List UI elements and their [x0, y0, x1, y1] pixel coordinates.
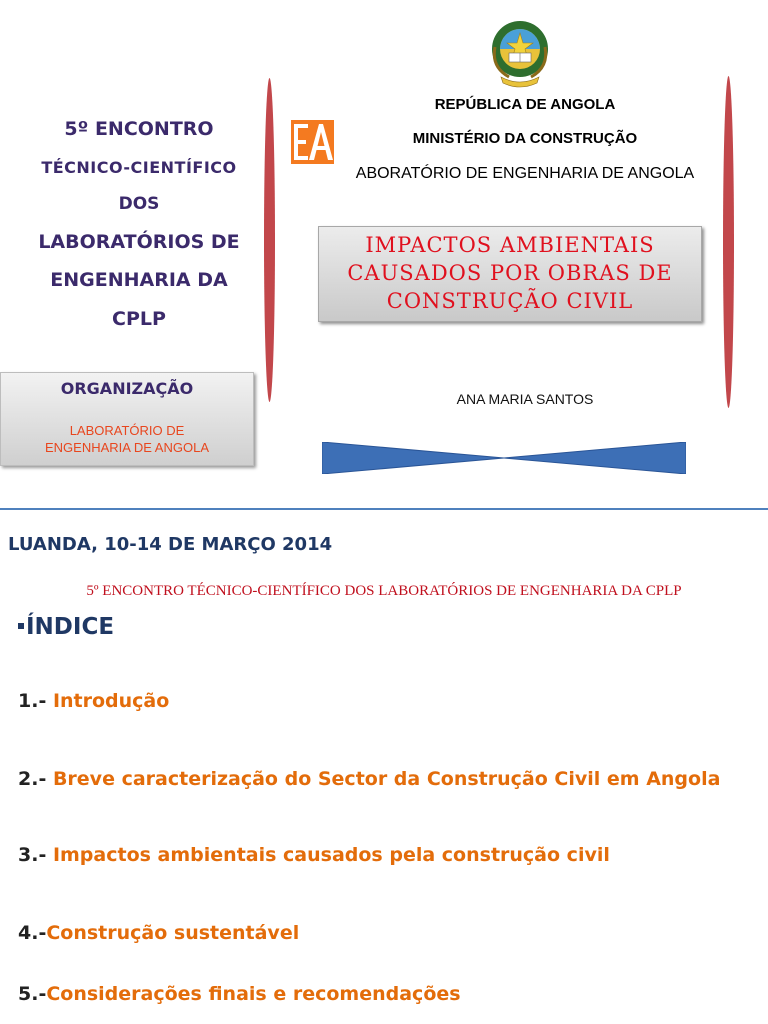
index-heading [18, 614, 114, 640]
bowtie-decoration [322, 442, 686, 474]
coat-of-arms-icon [487, 17, 553, 89]
index-item-number: 1.- [18, 690, 47, 712]
event-footer: 5º ENCONTRO TÉCNICO-CIENTÍFICO DOS LABORATÓRIOS DE ENGENHARIA DA CPLP [86, 583, 682, 599]
organization-line-1: LABORATÓRIO DE [69, 423, 185, 438]
organization-line-2: ENGENHARIA DE ANGOLA [45, 440, 209, 455]
header-republic: REPÚBLICA DE ANGOLA [434, 96, 616, 113]
index-item [18, 844, 610, 866]
index-item-number: 4.- [18, 922, 47, 944]
presentation-title-line-1: IMPACTOS AMBIENTAIS [365, 233, 655, 257]
event-title-line-6: CPLP [112, 308, 166, 330]
bullet-icon [18, 623, 24, 629]
left-decorative-ellipse [264, 78, 275, 402]
index-item-text: Introdução [46, 690, 170, 712]
author-name: ANA MARIA SANTOS [456, 391, 594, 407]
index-item-number: 3.- [18, 844, 47, 866]
index-item-text: Construção sustentável [46, 922, 300, 944]
index-item [18, 690, 169, 712]
header-ministry: MINISTÉRIO DA CONSTRUÇÃO [412, 130, 638, 147]
presentation-title-box [318, 226, 702, 322]
index-heading-text: ÍNDICE [26, 614, 115, 640]
index-item [18, 922, 299, 944]
header-laboratory: ABORATÓRIO DE ENGENHARIA DE ANGOLA [355, 165, 695, 182]
slide-divider [0, 508, 768, 510]
right-decorative-ellipse [723, 76, 734, 408]
index-item [18, 768, 720, 790]
presentation-title-line-2: CAUSADOS POR OBRAS DE [347, 261, 673, 285]
lea-logo-icon [291, 120, 334, 164]
index-item-text: Impactos ambientais causados pela construção civil [46, 844, 610, 866]
presentation-title-line-3: CONSTRUÇÃO CIVIL [386, 289, 634, 313]
event-title-line-4: LABORATÓRIOS DE [38, 231, 240, 253]
event-title-line-5: ENGENHARIA DA [50, 269, 228, 291]
place-and-date: LUANDA, 10-14 DE MARÇO 2014 [8, 534, 333, 555]
index-item-number: 5.- [18, 983, 47, 1005]
index-item-number: 2.- [18, 768, 47, 790]
index-item [18, 983, 461, 1005]
index-item-text: Breve caracterização do Sector da Construção Civil em Angola [46, 768, 721, 790]
organization-title: ORGANIZAÇÃO [60, 379, 194, 398]
index-item-text: Considerações finais e recomendações [46, 983, 461, 1005]
event-title-line-1: 5º ENCONTRO [64, 118, 214, 140]
event-title-line-3: DOS [118, 194, 160, 214]
organization-box [0, 372, 254, 466]
event-title-line-2: TÉCNICO-CIENTÍFICO [41, 158, 237, 177]
